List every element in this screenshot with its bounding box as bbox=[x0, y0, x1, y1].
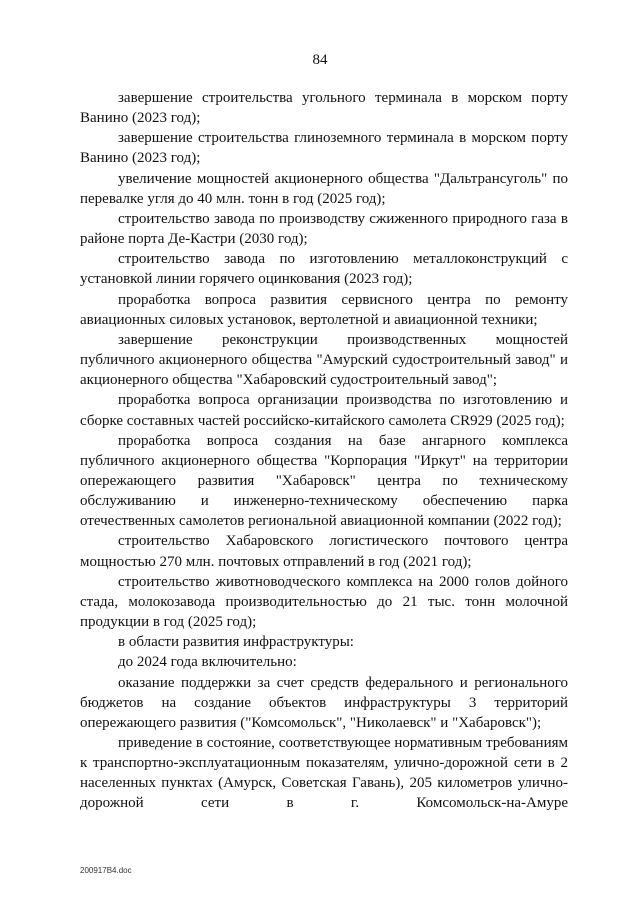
document-body bbox=[80, 88, 568, 814]
paragraph-livestock-complex: строительство животноводческого комплекса на 2000 голов дойного стада, молокозавода производительностью до 21 тыс. тонн молочной продукции в год (2025 год); bbox=[80, 573, 568, 631]
paragraph-irkut-hangar: проработка вопроса создания на базе ангарного комплекса публичного акционерного общества "Корпорация "Иркут" на территории опережающего развития "Хабаровск" центра по техническому обслуживанию и инженерно-техническому обеспечению парка отечественных самолетов региональной авиационной компании (2022 год); bbox=[80, 432, 568, 530]
paragraph-cr929: проработка вопроса организации производства по изготовлению и сборке составных частей российско-китайского самолета CR929 (2025 год); bbox=[80, 392, 568, 429]
footer-document-code: 200917B4.doc bbox=[80, 866, 132, 875]
paragraph-postal-center: строительство Хабаровского логистического почтового центра мощностью 270 млн. почтовых отправлений в год (2021 год); bbox=[80, 533, 568, 570]
paragraph-service-center: проработка вопроса развития сервисного центра по ремонту авиационных силовых установок, вертолетной и авиационной техники; bbox=[80, 291, 568, 328]
paragraph-tor-support: оказание поддержки за счет средств федерального и регионального бюджетов на создание объектов инфраструктуры 3 территорий опережающего развития ("Комсомольск", "Николаевск" и "Хабаровск"); bbox=[80, 674, 568, 731]
paragraph-daltransugol: увеличение мощностей акционерного общества "Дальтрансуголь" по перевалке угля до 40 млн. тонн в год (2025 год); bbox=[80, 170, 568, 207]
paragraph-road-network: приведение в состояние, соответствующее нормативным требованиям к транспортно-эксплуатационным показателям, улично-дорожной сети в 2 населенных пунктах (Амурск, Советская Гавань), 205 километров улично-дорожной сети в г. Комсомольск-на-Амуре bbox=[80, 735, 568, 812]
paragraph-metal-structures: строительство завода по изготовлению металлоконструкций с установкой линии горячего оцинкования (2023 год); bbox=[80, 251, 568, 288]
paragraph-coal-terminal: завершение строительства угольного терминала в морском порту Ванино (2023 год); bbox=[80, 90, 568, 127]
paragraph-until-2024: до 2024 года включительно: bbox=[118, 654, 297, 671]
paragraph-alumina-terminal: завершение строительства глиноземного терминала в морском порту Ванино (2023 год); bbox=[80, 130, 568, 167]
paragraph-shipyard-reconstruction: завершение реконструкции производственных мощностей публичного акционерного общества "Амурский судостроительный завод" и акционерного общества "Хабаровский судостроительный завод"; bbox=[80, 331, 568, 389]
paragraph-lng-plant: строительство завода по производству сжиженного природного газа в районе порта Де-Кастри (2030 год); bbox=[80, 210, 568, 248]
paragraph-infrastructure-heading: в области развития инфраструктуры: bbox=[118, 634, 354, 651]
page-number: 84 bbox=[312, 52, 328, 68]
